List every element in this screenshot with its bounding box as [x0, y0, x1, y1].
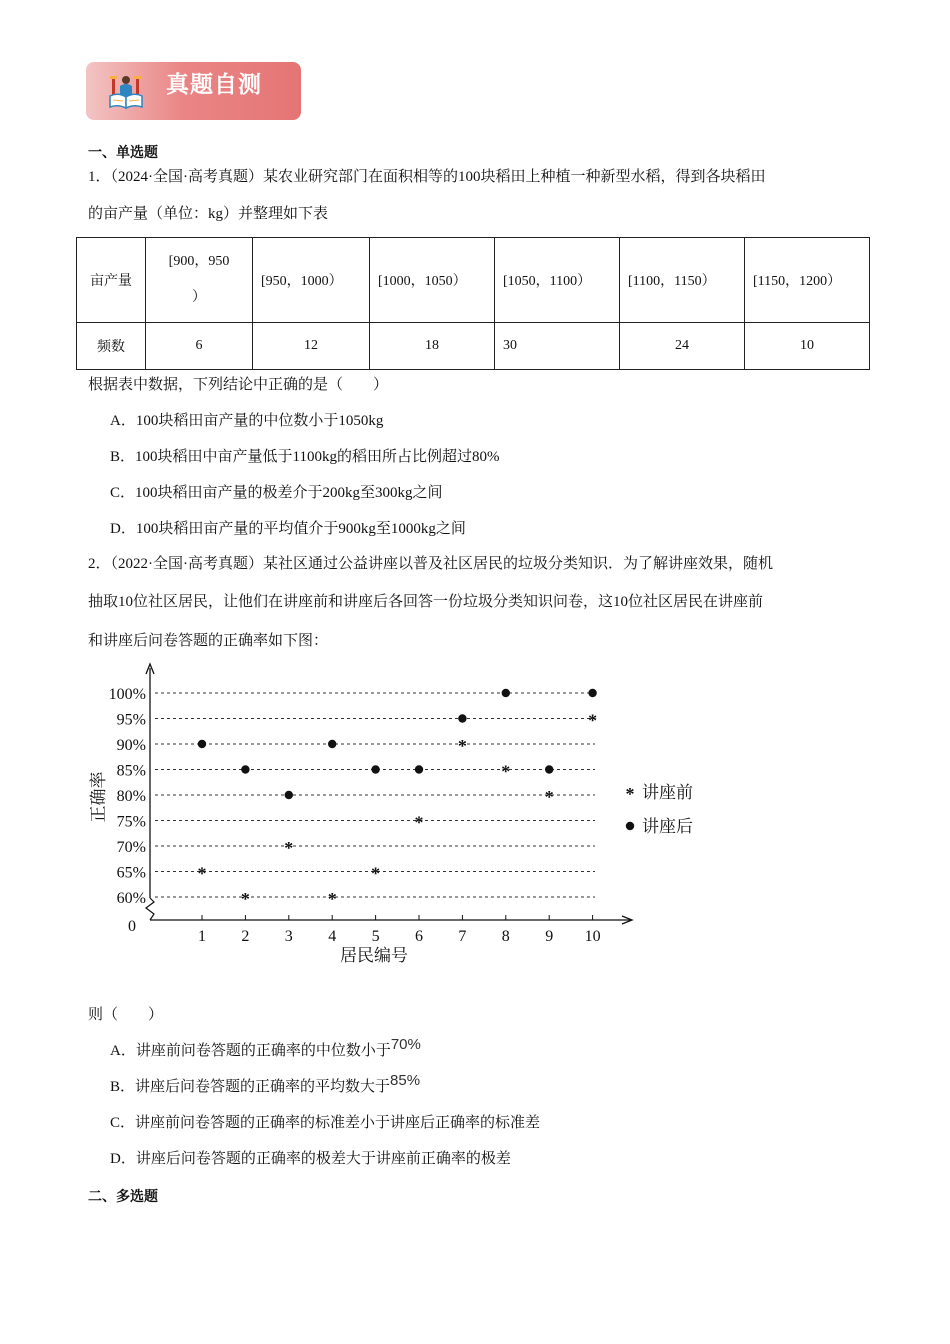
book-reader-icon [108, 70, 146, 112]
section-title-single-choice: 一、单选题 [88, 145, 158, 161]
origin-label: 0 [128, 918, 136, 935]
point-before-lecture: * [501, 761, 511, 782]
q2-stem-line3: 和讲座后问卷答题的正确率如下图： [88, 633, 329, 649]
point-after-lecture [588, 689, 596, 697]
point-after-lecture [328, 740, 336, 748]
point-after-lecture [285, 791, 293, 799]
q1-question: 根据表中数据，下列结论中正确的是（ ） [88, 377, 389, 393]
q2-option-c-text: C．讲座前问卷答题的正确率的标准差小于讲座后正确率的标准差 [110, 1115, 541, 1131]
table-cell-count: 12 [253, 323, 370, 370]
x-tick-label: 2 [241, 928, 250, 945]
y-axis-label: 正确率 [89, 771, 108, 823]
legend-marker-after [626, 822, 634, 830]
accuracy-scatter-chart [0, 660, 760, 980]
point-after-lecture [458, 714, 466, 722]
table-cell-count: 18 [370, 323, 495, 370]
y-tick-label: 90% [116, 737, 146, 754]
point-before-lecture: * [284, 838, 294, 858]
point-after-lecture [371, 765, 379, 773]
x-tick-label: 4 [328, 928, 337, 945]
x-tick-label: 5 [371, 928, 380, 945]
q1-option-d[interactable]: D．100块稻田亩产量的平均值介于900kg至1000kg之间 [110, 521, 466, 537]
q1-option-b[interactable]: B．100块稻田中亩产量低于1100kg的稻田所占比例超过80% [110, 449, 500, 465]
table-row [77, 323, 870, 370]
q2-option-b-text: B．讲座后问卷答题的正确率的平均数大于 [110, 1079, 391, 1095]
point-before-lecture: * [457, 736, 467, 756]
point-after-lecture [241, 765, 249, 773]
q2-option-a[interactable] [110, 1036, 421, 1062]
x-tick-label: 9 [545, 928, 554, 945]
axis-break [146, 898, 154, 920]
q1-option-c[interactable]: C．100块稻田亩产量的极差介于200kg至300kg之间 [110, 485, 443, 501]
section-title-multi-choice: 二、多选题 [88, 1189, 158, 1205]
q1-stem-line1: 1．（2024·全国·高考真题）某农业研究部门在面积相等的100块稻田上种植一种新型水稻，得到各块稻田 [88, 169, 766, 185]
y-tick-label: 80% [116, 788, 146, 805]
x-tick-label: 1 [198, 928, 206, 945]
q2-option-b[interactable] [110, 1072, 421, 1098]
table-header-cell: 亩产量 [77, 238, 146, 323]
point-before-lecture: * [371, 863, 381, 884]
table-cell-interval: [1050，1100） [495, 238, 620, 323]
q2-option-b-value: 85% [390, 1072, 421, 1089]
legend-label-before: 讲座前 [642, 783, 693, 802]
x-axis-label: 居民编号 [340, 946, 408, 965]
table-cell-interval: [1150，1200） [745, 238, 870, 323]
q2-option-c[interactable] [110, 1112, 540, 1134]
point-before-lecture: * [588, 710, 598, 731]
y-tick-label: 70% [116, 839, 146, 856]
q2-question: 则（ ） [88, 1007, 164, 1023]
table-cell-interval: [900，950 ） [146, 238, 253, 323]
q2-option-a-value: 70% [390, 1036, 421, 1053]
q2-option-a-text: A．讲座前问卷答题的正确率的中位数小于 [110, 1043, 391, 1059]
frequency-table [76, 237, 870, 370]
q2-stem-line1: 2．（2022·全国·高考真题）某社区通过公益讲座以普及社区居民的垃圾分类知识．为了解讲座效果，随机 [88, 556, 773, 572]
y-tick-label: 75% [116, 813, 146, 831]
y-tick-label: 65% [116, 864, 146, 882]
point-before-lecture: * [327, 889, 337, 909]
legend-label-after: 讲座后 [642, 817, 693, 836]
q2-option-d[interactable] [110, 1148, 511, 1170]
x-tick-label: 6 [415, 928, 423, 945]
q2-stem-line2: 抽取10位社区居民，让他们在讲座前和讲座后各回答一份垃圾分类知识问卷，这10位社区居民在讲座前 [88, 594, 764, 610]
banner-title: 真题自测 [166, 72, 262, 98]
point-after-lecture [545, 765, 553, 773]
point-after-lecture [198, 740, 206, 748]
table-cell-count: 24 [620, 323, 745, 370]
q2-option-d-text: D．讲座后问卷答题的正确率的极差大于讲座前正确率的极差 [110, 1151, 511, 1167]
x-tick-label: 7 [458, 928, 467, 945]
table-cell-count: 30 [495, 323, 620, 370]
table-cell-count: 10 [745, 323, 870, 370]
y-tick-label: 60% [116, 890, 146, 907]
table-cell-count: 6 [146, 323, 253, 370]
q1-option-a[interactable]: A．100块稻田亩产量的中位数小于1050kg [110, 413, 384, 429]
table-cell-interval: [1000，1050） [370, 238, 495, 323]
point-before-lecture: * [197, 863, 207, 884]
q1-stem-line2: 的亩产量（单位：kg）并整理如下表 [88, 206, 329, 222]
x-tick-label: 10 [584, 928, 601, 945]
table-cell-interval: [1100，1150） [620, 238, 745, 323]
legend-marker-before: * [625, 784, 635, 804]
table-row [77, 238, 870, 323]
point-before-lecture: * [240, 889, 250, 909]
table-header-cell: 频数 [77, 323, 146, 370]
table-cell-interval: [950，1000） [253, 238, 370, 323]
y-tick-label: 85% [116, 762, 146, 780]
point-after-lecture [502, 689, 510, 697]
point-before-lecture: * [544, 787, 554, 807]
y-tick-label: 95% [116, 711, 146, 729]
y-tick-label: 100% [108, 686, 146, 703]
point-before-lecture: * [414, 812, 424, 833]
x-tick-label: 8 [501, 928, 510, 945]
point-after-lecture [415, 765, 423, 773]
x-tick-label: 3 [284, 928, 293, 945]
